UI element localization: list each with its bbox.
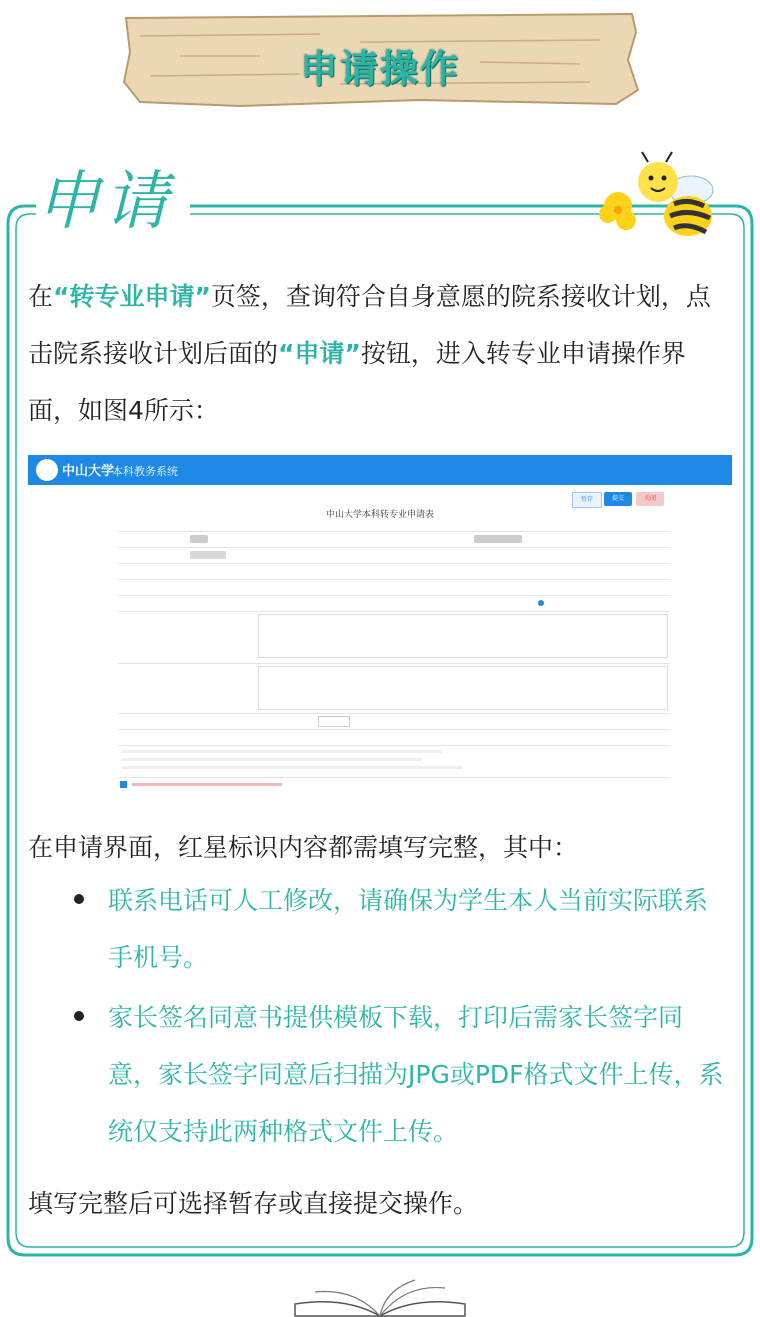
intro-highlight-apply: “申请” <box>278 339 361 368</box>
intro-text-3: 按钮，进入转专业申请操作界面，如图4所示： <box>28 339 686 425</box>
intro-text-1: 在 <box>28 282 54 311</box>
school-logo-icon <box>36 459 58 481</box>
reason-textarea[interactable] <box>118 611 670 660</box>
bullet-text-phone: 联系电话可人工修改，请确保为学生本人当前实际联系手机号。 <box>108 886 709 972</box>
note-text: 在申请界面，红星标识内容都需填写完整，其中： <box>28 833 579 862</box>
awards-textarea[interactable] <box>118 663 670 712</box>
form-row <box>118 563 670 578</box>
declaration-row <box>118 745 670 776</box>
close-button[interactable]: 关闭 <box>636 492 664 506</box>
bullet-dot-icon <box>74 894 84 904</box>
intro-text-2: 页签，查询符合自身意愿的院系接收计划，点击院系接收计划后面的 <box>28 282 711 368</box>
open-book-icon <box>285 1278 475 1317</box>
requirement-list <box>70 872 730 1160</box>
uploaded-file-row <box>118 729 670 744</box>
form-title: 中山大学本科转专业申请表 <box>325 510 434 520</box>
section-title: 申请 <box>36 165 172 239</box>
bullet-dot-icon <box>74 1011 84 1021</box>
form-row <box>118 547 670 562</box>
bee-icon <box>596 148 726 248</box>
list-item <box>70 989 730 1160</box>
footer-text: 填写完整后可选择暂存或直接提交操作。 <box>28 1189 479 1218</box>
form-row <box>118 531 670 546</box>
agree-checkbox-row[interactable] <box>118 777 670 792</box>
form-row <box>118 595 670 610</box>
save-draft-button[interactable]: 暂存 <box>572 492 602 508</box>
system-name: 本科教务系统 <box>112 465 178 478</box>
bullet-text-consent: 家长签名同意书提供模板下载，打印后需家长签字同意，家长签字同意后扫描为JPG或PDF格式文件上传，系统仅支持此两种格式文件上传。 <box>108 1003 724 1146</box>
list-item <box>70 872 730 986</box>
submit-button[interactable]: 提交 <box>604 492 632 506</box>
form-row <box>118 579 670 594</box>
page-title: 申请操作 <box>299 47 460 91</box>
application-screenshot <box>28 455 732 800</box>
intro-highlight-tab: “转专业申请” <box>53 282 211 311</box>
consent-upload-row <box>118 713 670 728</box>
system-header-bar <box>28 455 732 485</box>
school-name: 中山大学 <box>62 464 115 479</box>
intro-paragraph <box>28 268 728 439</box>
